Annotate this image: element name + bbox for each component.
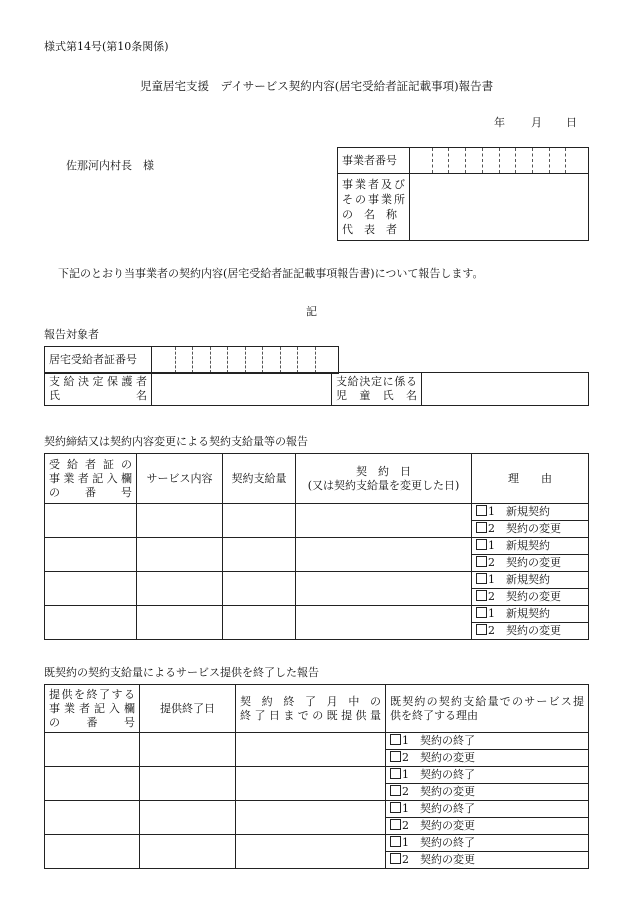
table-row-cell[interactable] [45,504,137,538]
ki-label: 記 [306,305,317,318]
table-row-cell[interactable] [137,504,223,538]
checkbox-icon[interactable] [476,556,487,567]
termination-heading: 既契約の契約支給量によるサービス提供を終了した報告 [44,666,319,679]
table-row-cell[interactable] [45,835,140,869]
table-row-cell[interactable] [236,733,386,767]
reason-new-contract-option[interactable]: 1 新規契約 [472,504,589,521]
reason-change-option[interactable]: 2 契約の変更 [472,589,589,606]
table-row-cell[interactable] [140,835,236,869]
reason-new-contract-option[interactable]: 1 新規契約 [472,606,589,623]
checkbox-icon[interactable] [476,573,487,584]
reason-new-contract-option[interactable]: 1 新規契約 [472,538,589,555]
checkbox-icon[interactable] [476,624,487,635]
table-row-cell[interactable] [140,801,236,835]
table-row-cell[interactable] [236,767,386,801]
checkbox-icon[interactable] [390,819,401,830]
table-row-cell[interactable] [223,504,296,538]
table-row-cell[interactable] [296,572,472,606]
checkbox-icon[interactable] [390,768,401,779]
table-row-cell[interactable] [223,538,296,572]
checkbox-icon[interactable] [476,539,487,550]
table-row-cell[interactable] [45,572,137,606]
table-row-cell[interactable] [140,767,236,801]
contract-table [44,453,589,640]
guardian-name-label: 支給決定保護者 氏 名 [45,373,152,406]
form-number: 様式第14号(第10条関係) [44,40,169,53]
provider-table [337,147,589,241]
checkbox-icon[interactable] [476,607,487,618]
reason-contract-end-option[interactable]: 1 契約の終了 [386,801,589,818]
termination-col-reason: 既契約の契約支給量でのサービス提 供を終了する理由 [386,685,589,733]
table-row-cell[interactable] [137,606,223,640]
checkbox-icon[interactable] [390,836,401,847]
checkbox-icon[interactable] [390,751,401,762]
contract-col-date: 契 約 日 (又は契約支給量を変更した日) [296,454,472,504]
guardian-name-field[interactable] [152,373,332,406]
table-row-cell[interactable] [45,801,140,835]
contract-col-service: サービス内容 [137,454,223,504]
table-row-cell[interactable] [236,801,386,835]
checkbox-icon[interactable] [476,522,487,533]
table-row-cell[interactable] [45,606,137,640]
table-row-cell[interactable] [45,767,140,801]
termination-col-end-date: 提供終了日 [140,685,236,733]
table-row-cell[interactable] [296,606,472,640]
reason-change-option[interactable]: 2 契約の変更 [386,818,589,835]
table-row-cell[interactable] [296,504,472,538]
guardian-child-table [44,372,589,406]
reason-change-option[interactable]: 2 契約の変更 [472,521,589,538]
table-row-cell[interactable] [137,538,223,572]
contract-heading: 契約締結又は契約内容変更による契約支給量等の報告 [44,435,308,448]
certificate-number-field[interactable] [152,347,339,374]
reason-change-option[interactable]: 2 契約の変更 [472,555,589,572]
checkbox-icon[interactable] [476,590,487,601]
termination-col-provided-amount: 契約終了月中の 終了日までの既提供量 [236,685,386,733]
contract-col-amount: 契約支給量 [223,454,296,504]
report-target-heading: 報告対象者 [44,328,99,341]
checkbox-icon[interactable] [390,734,401,745]
provider-name-field[interactable] [410,174,589,241]
reason-change-option[interactable]: 2 契約の変更 [386,852,589,869]
child-name-label: 支給決定に係る 児 童 氏 名 [332,373,422,406]
addressee: 佐那河内村長 様 [66,159,154,172]
reason-contract-end-option[interactable]: 1 契約の終了 [386,835,589,852]
table-row-cell[interactable] [140,733,236,767]
provider-name-label: 事業者及び その事業所 の 名 称 代 表 者 [338,174,410,241]
intro-text: 下記のとおり当事業者の契約内容(居宅受給者証記載事項報告書)について報告します。 [58,267,484,280]
table-row-cell[interactable] [45,733,140,767]
provider-number-field[interactable] [410,148,589,174]
table-row-cell[interactable] [236,835,386,869]
date-month-label: 月 [531,116,542,129]
table-row-cell[interactable] [45,538,137,572]
table-row-cell[interactable] [296,538,472,572]
certificate-number-table [44,346,339,374]
certificate-number-label: 居宅受給者証番号 [45,347,152,374]
checkbox-icon[interactable] [390,802,401,813]
contract-col-record-number: 受給者証の 事業者記入欄 の 番 号 [45,454,137,504]
checkbox-icon[interactable] [390,785,401,796]
termination-col-record-number: 提供を終了する 事業者記入欄 の 番 号 [45,685,140,733]
reason-change-option[interactable]: 2 契約の変更 [472,623,589,640]
termination-table [44,684,589,869]
provider-number-label: 事業者番号 [338,148,410,174]
reason-change-option[interactable]: 2 契約の変更 [386,784,589,801]
document-title: 児童居宅支援 デイサービス契約内容(居宅受給者証記載事項)報告書 [140,79,494,93]
table-row-cell[interactable] [223,606,296,640]
date-day-label: 日 [566,116,577,129]
child-name-field[interactable] [422,373,589,406]
checkbox-icon[interactable] [476,505,487,516]
reason-contract-end-option[interactable]: 1 契約の終了 [386,767,589,784]
date-year-label: 年 [494,116,505,129]
reason-new-contract-option[interactable]: 1 新規契約 [472,572,589,589]
checkbox-icon[interactable] [390,853,401,864]
reason-change-option[interactable]: 2 契約の変更 [386,750,589,767]
table-row-cell[interactable] [223,572,296,606]
table-row-cell[interactable] [137,572,223,606]
contract-col-reason: 理 由 [472,454,589,504]
reason-contract-end-option[interactable]: 1 契約の終了 [386,733,589,750]
